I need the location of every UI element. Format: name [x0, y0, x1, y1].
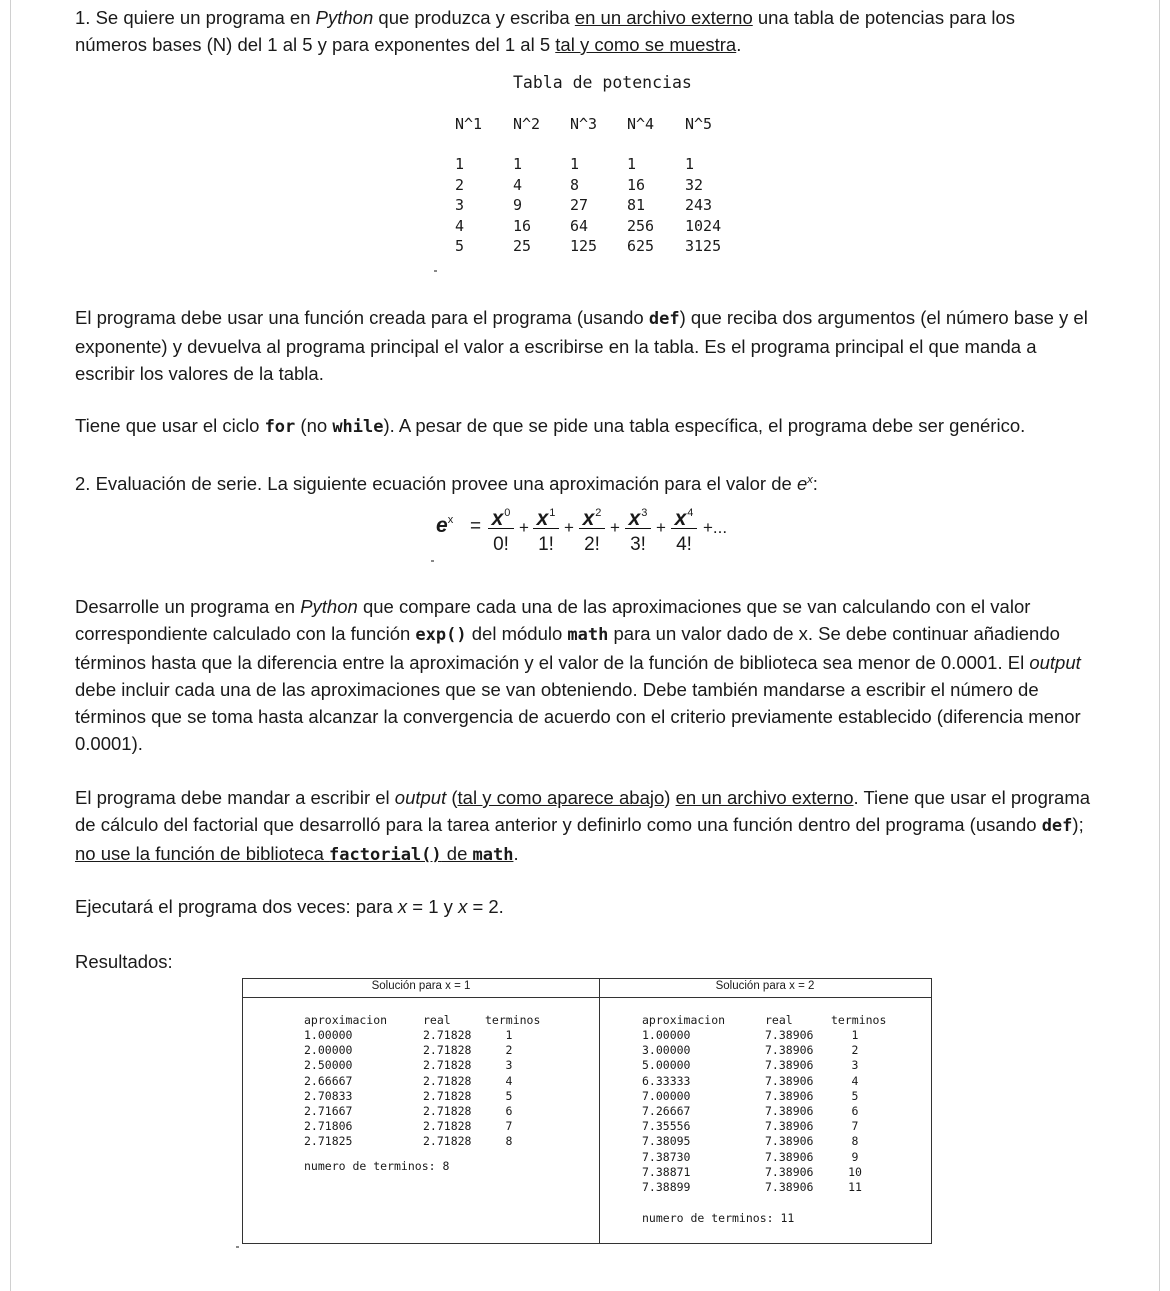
text: (	[446, 787, 458, 808]
results-cell: 5	[505, 1088, 513, 1103]
plus-sign: +	[656, 518, 666, 537]
numerator-exponent: 3	[641, 507, 648, 519]
results-cell: 8	[851, 1134, 859, 1149]
results-cell: 7.38906	[765, 1164, 814, 1179]
powers-table-cell: 1	[455, 155, 465, 173]
results-cell: 2.71828	[423, 1028, 472, 1042]
results-cell: 2.00000	[304, 1043, 353, 1058]
scan-mark	[431, 560, 434, 562]
numerator-base: x	[491, 507, 504, 530]
results-cell: 7	[505, 1119, 513, 1134]
powers-table-cell: 8	[570, 175, 580, 194]
results-cell: 1	[505, 1028, 513, 1042]
code-def: def	[1041, 816, 1073, 836]
powers-table-cell: 2	[455, 175, 465, 194]
powers-table-cell: 1024	[685, 216, 722, 235]
formula-fraction	[671, 500, 697, 557]
results-cell: 2.71667	[304, 1104, 353, 1118]
results-left-title: Solución para x = 1	[371, 980, 471, 992]
results-cell: 2.70833	[304, 1088, 353, 1103]
output-term: output	[1029, 652, 1081, 673]
powers-table-cell: 1	[627, 155, 637, 173]
scan-mark	[236, 1246, 239, 1248]
text: números bases (N) del 1 al 5 y para exponentes del 1 al 5	[75, 34, 556, 55]
powers-table-cell: 125	[570, 237, 598, 256]
text: que compare cada una de las aproximaciones que se van calculando con el valor correspondiente calculado con la función	[75, 596, 1031, 644]
fraction-denominator: 0!	[493, 534, 509, 555]
text: 2. Evaluación de serie. La siguiente ecuación provee una aproximación para el valor de	[75, 473, 797, 495]
powers-table-cell: 25	[513, 237, 532, 256]
equals-sign: =	[470, 516, 482, 537]
text: .	[736, 34, 742, 55]
lhs-exponent: x	[447, 514, 454, 526]
powers-table-title: Tabla de potencias	[513, 73, 692, 92]
fraction-numerator	[671, 500, 697, 530]
results-cell: 7.38906	[765, 1180, 814, 1194]
plus-sign: +	[564, 518, 574, 537]
numerator-base: x	[674, 507, 687, 530]
powers-table-cell: 243	[685, 196, 713, 215]
fraction-numerator	[488, 500, 514, 530]
text: debe incluir cada una de las aproximaciones que se van obteniendo. Debe también mandarse a escribir el número de términos que se toma hasta alcanzar la convergencia de acuerdo con el criterio previamente establecido (diferencia menor 0.0001).	[75, 679, 1081, 754]
results-cell: 7.38730	[642, 1149, 691, 1164]
fraction-denominator: 1!	[538, 534, 554, 555]
text: que produzca y escriba	[373, 7, 575, 28]
powers-table-cell: 4	[513, 175, 523, 194]
results-cell: 2.71828	[423, 1043, 472, 1058]
powers-table-header: N^3	[570, 115, 598, 133]
para-write	[75, 784, 1095, 869]
formula-fraction	[488, 500, 514, 557]
powers-table-cell: 1	[570, 155, 580, 173]
fraction-numerator	[579, 500, 605, 530]
text: Tiene que usar el ciclo	[75, 415, 265, 436]
numerator-exponent: 4	[687, 507, 694, 519]
para-for	[75, 412, 1105, 441]
results-footer: numero de terminos: 8	[304, 1159, 450, 1173]
para-exec	[75, 893, 1105, 920]
results-cell: 2.71828	[423, 1073, 472, 1088]
code-def: def	[648, 309, 680, 329]
formula-fraction	[625, 500, 651, 557]
powers-table-cell: 32	[685, 175, 704, 194]
results-header: real	[423, 1013, 451, 1027]
formula-lhs	[436, 514, 453, 538]
code-for: for	[264, 417, 296, 437]
powers-table-cell: 81	[627, 196, 646, 215]
formula-fraction	[579, 500, 605, 557]
results-cell: 7.38095	[642, 1134, 691, 1149]
results-cell: 1	[851, 1028, 859, 1042]
powers-table-header: N^1	[455, 115, 483, 133]
results-cell: 7.26667	[642, 1104, 691, 1118]
powers-table-cell: 64	[570, 216, 589, 235]
fraction-numerator	[625, 500, 651, 530]
results-cell: 10	[848, 1164, 862, 1179]
results-header: real	[765, 1013, 793, 1027]
results-header: aproximacion	[642, 1013, 726, 1027]
problem-2-text	[75, 467, 1105, 497]
results-cell: 3.00000	[642, 1043, 691, 1058]
code-while: while	[332, 417, 384, 437]
results-cell: 3	[851, 1058, 859, 1073]
underlined-text: de	[441, 843, 473, 864]
x-variable: x	[458, 896, 468, 917]
powers-table-cell: 3	[455, 196, 465, 215]
results-cell: 11	[848, 1180, 862, 1194]
lhs-base: e	[436, 514, 448, 537]
header-divider	[243, 997, 931, 998]
results-right-title: Solución para x = 2	[715, 980, 815, 992]
results-cell: 7.38906	[765, 1104, 814, 1118]
results-cell: 1.00000	[304, 1028, 353, 1042]
text: Ejecutará el programa dos veces: para	[75, 896, 398, 917]
numerator-exponent: 2	[595, 507, 602, 519]
output-term: output	[394, 787, 447, 808]
powers-table-cell: 1	[685, 155, 695, 173]
text: El programa debe usar una función creada para el programa (usando	[75, 307, 649, 328]
code-factorial: factorial()	[329, 845, 442, 865]
fraction-numerator	[533, 500, 559, 530]
underlined-text: en un archivo externo	[675, 787, 854, 808]
powers-table-cell: 4	[455, 216, 465, 235]
numerator-base: x	[536, 507, 549, 530]
code-math: math	[567, 625, 609, 645]
text: una tabla de potencias para los	[752, 7, 1016, 28]
results-cell: 7.38906	[765, 1028, 814, 1042]
problem-1-text	[75, 4, 1105, 58]
code-exp: exp()	[415, 625, 467, 645]
x-variable: x	[397, 896, 408, 917]
numerator-exponent: 0	[504, 507, 511, 519]
text: Desarrolle un programa en	[75, 596, 301, 617]
underlined-text: en un archivo externo	[574, 7, 753, 28]
results-cell: 4	[505, 1073, 513, 1088]
results-cell: 2.71806	[304, 1119, 353, 1134]
scan-mark	[434, 270, 437, 272]
powers-table-cell: 27	[570, 196, 589, 215]
results-cell: 7.38906	[765, 1073, 814, 1088]
results-cell: 4	[851, 1073, 859, 1088]
results-cell: 2.71828	[423, 1058, 472, 1073]
results-cell: 6	[851, 1104, 859, 1118]
results-cell: 8	[505, 1134, 513, 1149]
results-header: terminos	[831, 1013, 887, 1027]
results-cell: 3	[505, 1058, 513, 1073]
powers-table-cell: 5	[455, 237, 465, 256]
powers-table-header: N^5	[685, 115, 713, 133]
powers-table-cell: 16	[627, 175, 646, 194]
text: (no	[295, 415, 333, 436]
results-footer: numero de terminos: 11	[642, 1211, 795, 1225]
underlined-text: tal y como se muestra	[555, 34, 737, 55]
results-cell: 5.00000	[642, 1058, 691, 1073]
results-cell: 2.71828	[423, 1088, 472, 1103]
powers-table-cell: 1	[513, 155, 523, 173]
text: del módulo	[466, 623, 568, 644]
para-def	[75, 304, 1100, 387]
formula-tail: +...	[703, 518, 728, 537]
results-cell: 9	[851, 1149, 859, 1164]
numerator-base: x	[582, 507, 595, 530]
text: .	[513, 843, 519, 864]
results-cell: 7.38906	[765, 1134, 814, 1149]
results-cell: 7.38906	[765, 1043, 814, 1058]
results-cell: 7.00000	[642, 1088, 691, 1103]
text: El programa debe mandar a escribir el	[75, 787, 395, 808]
formula-fraction	[533, 500, 559, 557]
results-cell: 7.38871	[642, 1164, 691, 1179]
results-cell: 2.71828	[423, 1104, 472, 1118]
powers-table-cell: 3125	[685, 237, 722, 256]
results-cell: 2	[505, 1043, 513, 1058]
results-cell: 5	[851, 1088, 859, 1103]
code-math: math	[472, 845, 514, 865]
text: ) que reciba dos argumentos (el número base y el exponente) y devuelva al programa principal el valor a escribirse en la tabla. Es el programa principal el que manda a escribir los valores de la tabla.	[75, 307, 1088, 384]
results-cell: 2	[851, 1043, 859, 1058]
python-term: Python	[315, 7, 374, 28]
results-cell: 7.38906	[765, 1149, 814, 1164]
fraction-denominator: 2!	[584, 534, 600, 555]
results-header: terminos	[485, 1013, 541, 1027]
powers-table-cell: 256	[627, 216, 655, 235]
results-cell: 7.35556	[642, 1119, 691, 1134]
text: = 2.	[467, 896, 504, 917]
results-cell: 2.66667	[304, 1073, 353, 1088]
results-cell: 7.38906	[765, 1119, 814, 1134]
numerator-base: x	[628, 507, 641, 530]
fraction-denominator: 4!	[676, 534, 692, 555]
text: para un valor dado de x. Se debe continuar añadiendo términos hasta que la diferencia entre la aproximación y el valor de la función de biblioteca sea menor de 0.0001. El	[75, 623, 1060, 673]
text: :	[812, 473, 818, 495]
powers-table-cell: 16	[513, 216, 532, 235]
results-table	[242, 978, 932, 1244]
underlined-text: no use la función de biblioteca	[75, 843, 330, 864]
results-cell: 6.33333	[642, 1073, 691, 1088]
text: = 1 y	[407, 896, 459, 917]
powers-table-header: N^4	[627, 115, 655, 133]
results-cell: 7.38899	[642, 1180, 691, 1194]
text: ). A pesar de que se pide una tabla específica, el programa debe ser genérico.	[383, 415, 1026, 436]
results-label: Resultados:	[75, 951, 173, 972]
results-header: aproximacion	[304, 1013, 388, 1027]
e-symbol: e	[796, 473, 808, 495]
text: 1. Se quiere un programa en	[75, 7, 316, 28]
x-exponent: x	[807, 474, 813, 486]
para-develop	[75, 593, 1095, 757]
text: )	[664, 787, 676, 808]
underlined-text: tal y como aparece abajo	[457, 787, 665, 808]
plus-sign: +	[610, 518, 620, 537]
text: );	[1072, 814, 1084, 835]
results-cell: 1.00000	[642, 1028, 691, 1042]
powers-table-header: N^2	[513, 115, 541, 133]
python-term: Python	[300, 596, 358, 617]
results-cell: 7.38906	[765, 1058, 814, 1073]
results-cell: 2.71828	[423, 1119, 472, 1134]
results-cell: 7	[851, 1119, 859, 1134]
fraction-denominator: 3!	[630, 534, 646, 555]
results-cell: 2.50000	[304, 1058, 353, 1073]
numerator-exponent: 1	[549, 507, 556, 519]
text: . Tiene que usar el programa de cálculo del factorial que desarrolló para la tarea anterior y definirlo como una función dentro del programa (usando	[75, 787, 1091, 835]
results-cell: 2.71825	[304, 1134, 353, 1149]
column-divider	[599, 979, 600, 1243]
powers-table-cell: 625	[627, 237, 655, 256]
results-cell: 7.38906	[765, 1088, 814, 1103]
plus-sign: +	[519, 518, 529, 537]
results-cell: 2.71828	[423, 1134, 472, 1149]
powers-table-cell: 9	[513, 196, 523, 215]
results-cell: 6	[505, 1104, 513, 1118]
